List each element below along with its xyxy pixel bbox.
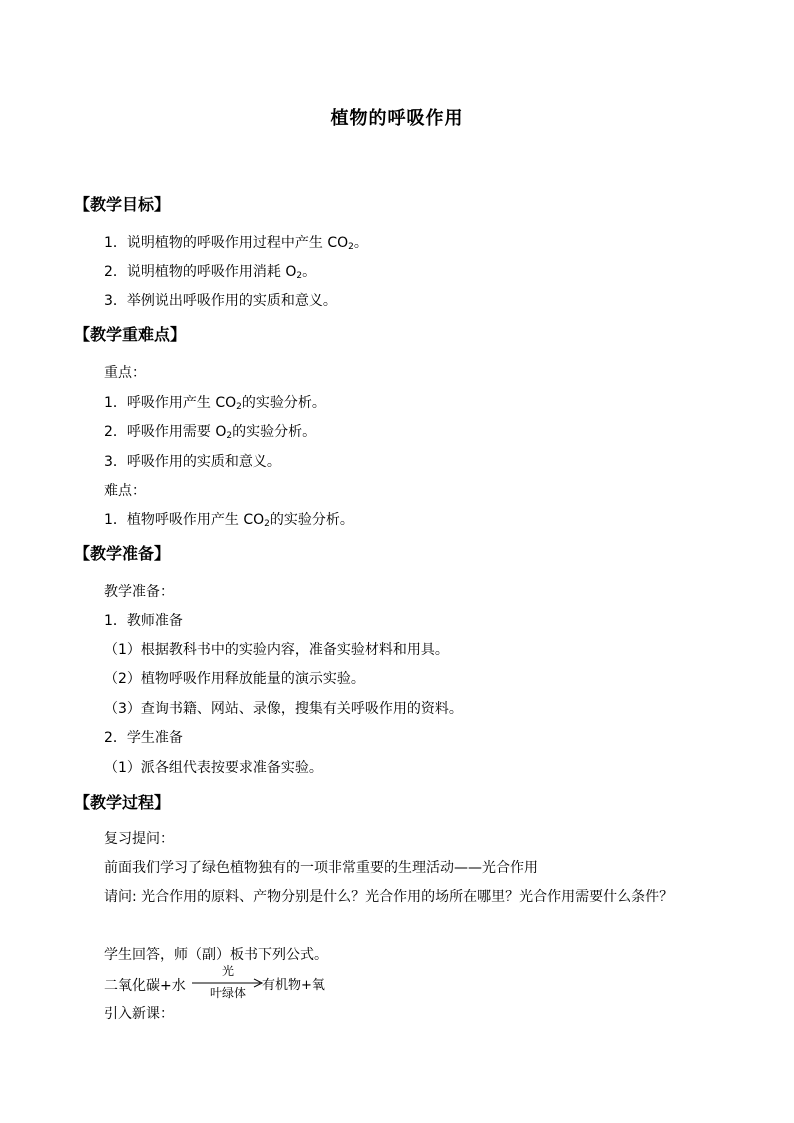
page-title: 植物的呼吸作用 [330, 108, 464, 129]
section-heading-process: 【教学过程】 [74, 793, 171, 812]
formula-condition-light: 光 [221, 964, 234, 978]
process-question: 请问: 光合作用的原料、产物分别是什么？光合作用的场所在哪里？光合作用需要什么条件？ [104, 889, 674, 905]
difficult-label: 难点： [104, 483, 146, 499]
formula-products: 有机物+氧 [262, 978, 325, 993]
section-heading-goals: 【教学目标】 [74, 195, 171, 214]
goal-item-3: 3．举例说出呼吸作用的实质和意义。 [104, 293, 337, 309]
student-prep-label: 2．学生准备 [104, 730, 183, 746]
key-label: 重点： [104, 365, 146, 381]
teacher-prep-item-2: （2）植物呼吸作用释放能量的演示实验。 [104, 671, 365, 687]
key-item-2: 2．呼吸作用需要 $O_2$的实验分析。 [104, 424, 317, 441]
teacher-prep-label: 1．教师准备 [104, 613, 183, 629]
process-answer: 学生回答，师（副）板书下列公式。 [104, 947, 328, 963]
goal-item-1: 1．说明植物的呼吸作用过程中产生 $CO_2$。 [104, 235, 368, 252]
student-prep-item-1: （1）派各组代表按要求准备实验。 [104, 760, 323, 776]
goal-item-2: 2．说明植物的呼吸作用消耗 $O_2$。 [104, 264, 317, 281]
teacher-prep-item-3: （3）查询书籍、网站、录像，搜集有关呼吸作用的资料。 [104, 701, 463, 717]
difficult-item-1: 1．植物呼吸作用产生 $CO_2$的实验分析。 [104, 512, 354, 529]
section-heading-prep: 【教学准备】 [74, 544, 171, 563]
reaction-arrow [192, 964, 264, 1000]
review-label: 复习提问： [104, 831, 174, 847]
section-heading-keypoints: 【教学重难点】 [74, 325, 187, 344]
formula-condition-chloroplast: 叶绿体 [209, 986, 246, 1000]
prep-intro: 教学准备： [104, 584, 174, 600]
teacher-prep-item-1: （1）根据教科书中的实验内容，准备实验材料和用具。 [104, 642, 449, 658]
formula-reactants: 二氧化碳+水 [104, 978, 186, 994]
key-item-3: 3．呼吸作用的实质和意义。 [104, 454, 281, 470]
key-item-1: 1．呼吸作用产生 $CO_2$的实验分析。 [104, 395, 326, 412]
new-lesson-label: 引入新课： [104, 1006, 174, 1022]
process-intro: 前面我们学习了绿色植物独有的一项非常重要的生理活动——光合作用 [104, 860, 538, 876]
